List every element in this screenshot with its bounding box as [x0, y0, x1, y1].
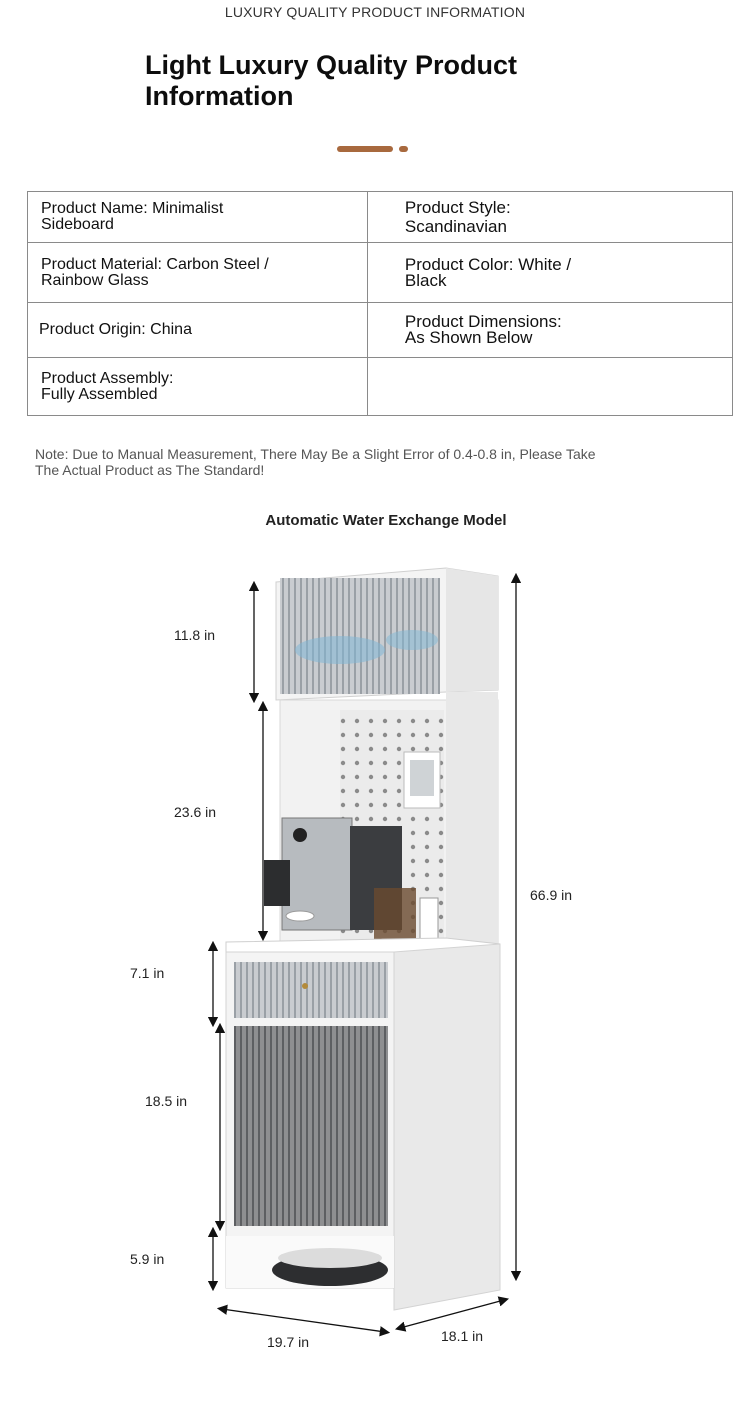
cell-text: Product Origin: China: [39, 321, 192, 338]
table-cell-product-material: [28, 243, 368, 303]
table-cell-product-assembly: [28, 358, 368, 416]
cell-text: As Shown Below: [404, 328, 533, 347]
drawer-knob: [302, 983, 308, 989]
drawer-glass-front: [234, 962, 388, 1018]
cell-text: Product Dimensions:: [404, 312, 562, 331]
dim-label-total-height: 66.9 in: [530, 887, 573, 903]
dim-label-base-gap: 5.9 in: [130, 1251, 165, 1267]
lower-cabinet: [226, 944, 500, 1310]
top-cabinet: [276, 568, 498, 700]
table-row: [28, 358, 733, 416]
table-cell-product-name: [28, 192, 368, 243]
dim-label-middle-open: 23.6 in: [174, 804, 217, 820]
cell-text: Product Name: Minimalist: [41, 200, 224, 217]
cell-text: Fully Assembled: [41, 385, 158, 403]
cabinet-illustration: [0, 540, 750, 1416]
lower-glass-door: [234, 1026, 388, 1226]
cell-text: Product Color: White /: [404, 254, 572, 274]
section-label: LUXURY QUALITY PRODUCT INFORMATION: [224, 4, 526, 20]
table-row: [28, 303, 733, 358]
arrow-width: [222, 1309, 385, 1332]
cell-text: Product Style:: [404, 198, 511, 217]
table-row: [28, 243, 733, 303]
title-line-1: Light Luxury Quality Product: [145, 50, 518, 80]
note-line: The Actual Product as The Standard!: [35, 462, 265, 478]
divider-dot: [399, 146, 408, 152]
cell-text: Product Assembly:: [41, 369, 174, 387]
note-line: Note: Due to Manual Measurement, There May Be a Slight Error of 0.4-0.8 in, Please Take: [35, 446, 596, 462]
cell-text: Sideboard: [41, 216, 114, 233]
open-shelf: [264, 692, 498, 944]
product-info-table: [27, 191, 733, 416]
cell-text: Black: [404, 270, 447, 290]
page-title: [145, 50, 565, 112]
table-cell-empty: [367, 358, 732, 416]
cell-text: Product Material: Carbon Steel /: [41, 255, 269, 273]
dim-label-depth: 18.1 in: [441, 1328, 484, 1344]
table-cell-product-origin: [28, 303, 368, 358]
measurement-note: [35, 446, 615, 478]
table-cell-product-style: [367, 192, 732, 243]
table-cell-product-color: [367, 243, 732, 303]
cell-text: Scandinavian: [404, 217, 507, 236]
utensil-holder: [420, 898, 438, 940]
cell-text: Rainbow Glass: [41, 271, 149, 289]
divider-bar: [337, 146, 393, 152]
dim-label-width: 19.7 in: [267, 1334, 310, 1350]
table-cell-product-dimensions: [367, 303, 732, 358]
table-row: [28, 192, 733, 243]
coffee-jar: [374, 888, 416, 940]
dim-label-lower-cabinet: 18.5 in: [145, 1093, 188, 1109]
figure-title: Automatic Water Exchange Model: [265, 512, 507, 529]
dim-label-top-cabinet: 11.8 in: [174, 627, 215, 643]
title-line-2: Information: [145, 81, 294, 111]
dim-label-drawer: 7.1 in: [130, 965, 165, 981]
